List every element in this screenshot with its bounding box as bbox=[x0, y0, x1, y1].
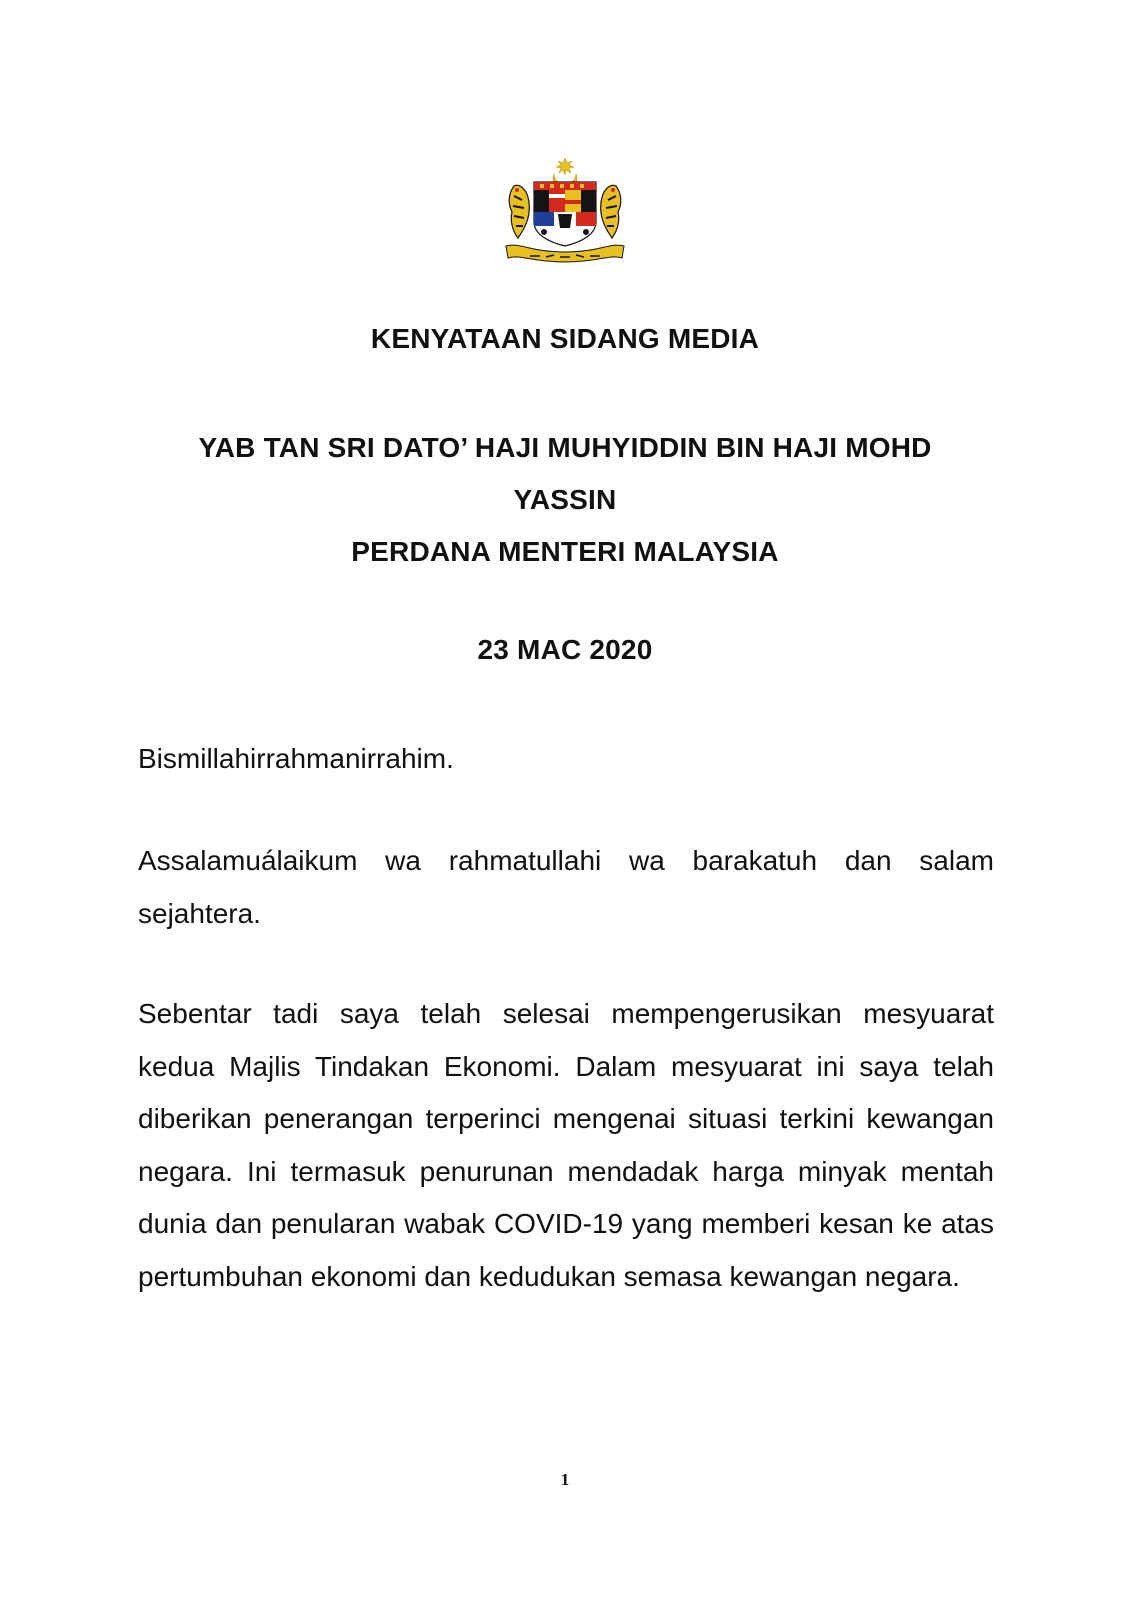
document-title: KENYATAAN SIDANG MEDIA bbox=[370, 323, 760, 354]
speaker-name-line-2: YASSIN bbox=[513, 484, 617, 515]
speaker-name-line-1: YAB TAN SRI DATO’ HAJI MUHYIDDIN BIN HAJI MOHD bbox=[198, 432, 932, 463]
malaysia-coat-of-arms-icon bbox=[500, 156, 630, 266]
speaker-block bbox=[0, 422, 1130, 578]
paragraph-opening: Bismillahirrahmanirrahim. bbox=[138, 743, 454, 774]
document-date: 23 MAC 2020 bbox=[477, 634, 653, 665]
paragraph-greeting: Assalamuálaikum wa rahmatullahi wa barakatuh dan salam sejahtera. bbox=[138, 845, 994, 929]
speaker-position: PERDANA MENTERI MALAYSIA bbox=[351, 536, 779, 567]
paragraph-statement: Sebentar tadi saya telah selesai mempengerusikan mesyuarat kedua Majlis Tindakan Ekonomi. Dalam mesyuarat ini saya telah diberikan penerangan terperinci mengenai situasi terkini kewangan negara. Ini termasuk penurunan mendadak harga minyak mentah dunia dan penularan wabak COVID-19 yang memberi kesan ke atas pertumbuhan ekonomi dan kedudukan semasa kewangan negara. bbox=[138, 998, 994, 1292]
page-number: 1 bbox=[560, 1470, 570, 1489]
